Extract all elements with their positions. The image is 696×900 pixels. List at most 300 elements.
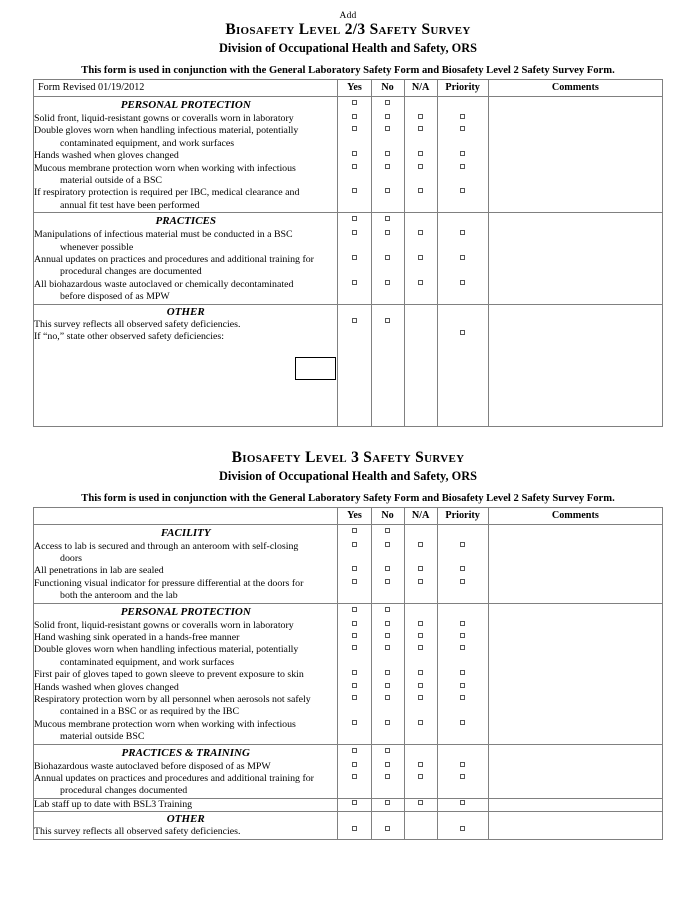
other-row: [34, 812, 663, 839]
checkbox[interactable]: [385, 762, 390, 767]
checkbox[interactable]: [385, 164, 390, 169]
checkbox-cell[interactable]: [338, 694, 371, 719]
checkbox-cell[interactable]: [371, 812, 404, 839]
checkbox-cell[interactable]: [371, 798, 404, 811]
table-row: [34, 719, 663, 744]
checkbox[interactable]: [385, 748, 390, 753]
checkbox-cell[interactable]: [338, 187, 371, 212]
checkbox[interactable]: [460, 774, 465, 779]
checkbox-cell[interactable]: [338, 279, 371, 304]
section-header-row: [34, 97, 663, 114]
checkbox[interactable]: [352, 774, 357, 779]
checkbox-cell[interactable]: [338, 565, 371, 577]
checkbox[interactable]: [418, 695, 423, 700]
comments-cell[interactable]: [488, 524, 662, 541]
checkbox-cell[interactable]: [437, 798, 488, 811]
checkbox[interactable]: [418, 280, 423, 285]
checkbox[interactable]: [418, 762, 423, 767]
item-line: material outside of a BSC: [60, 175, 163, 187]
checkbox-cell[interactable]: [437, 644, 488, 669]
checkbox-cell[interactable]: [404, 254, 437, 279]
checkbox-cell[interactable]: [338, 524, 371, 541]
checkbox[interactable]: [460, 230, 465, 235]
item-line: Biohazardous waste autoclaved before disposed of as MPW: [34, 760, 271, 772]
checkbox[interactable]: [352, 683, 357, 688]
checkbox-cell[interactable]: [371, 620, 404, 632]
checkbox[interactable]: [460, 670, 465, 675]
form2-title: Biosafety Level 3 Safety Survey: [231, 448, 465, 466]
checkbox-cell[interactable]: [404, 125, 437, 150]
checkbox-cell[interactable]: [404, 279, 437, 304]
checkbox[interactable]: [352, 126, 357, 131]
checkbox[interactable]: [460, 114, 465, 119]
table-row: [34, 632, 663, 644]
checkbox[interactable]: [385, 126, 390, 131]
checkbox-cell[interactable]: [404, 97, 437, 114]
checkbox[interactable]: [352, 621, 357, 626]
comments-cell[interactable]: [488, 541, 662, 566]
checkbox-cell[interactable]: [338, 150, 371, 162]
checkbox[interactable]: [385, 151, 390, 156]
checkbox[interactable]: [385, 645, 390, 650]
table-row: [34, 620, 663, 632]
checkbox[interactable]: [460, 255, 465, 260]
section-title: PERSONAL PROTECTION: [34, 97, 338, 114]
checkbox[interactable]: [352, 100, 357, 105]
section-title: OTHER: [166, 813, 205, 826]
checkbox[interactable]: [418, 774, 423, 779]
checkbox[interactable]: [460, 330, 465, 335]
checkbox[interactable]: [460, 826, 465, 831]
checkbox-cell[interactable]: [404, 578, 437, 603]
checkbox-cell[interactable]: [437, 773, 488, 798]
checkbox[interactable]: [460, 720, 465, 725]
checkbox-cell[interactable]: [371, 773, 404, 798]
checkbox[interactable]: [385, 621, 390, 626]
checkbox-cell[interactable]: [404, 229, 437, 254]
checkbox[interactable]: [385, 720, 390, 725]
checkbox-cell[interactable]: [371, 113, 404, 125]
checkbox[interactable]: [418, 255, 423, 260]
checkbox[interactable]: [460, 762, 465, 767]
checkbox-cell[interactable]: [437, 125, 488, 150]
comments-cell[interactable]: [488, 719, 662, 744]
item-text: [34, 541, 338, 566]
checkbox[interactable]: [460, 126, 465, 131]
checkbox-cell[interactable]: [404, 524, 437, 541]
comments-cell[interactable]: [488, 812, 662, 839]
checkbox-cell[interactable]: [371, 669, 404, 681]
checkbox-cell[interactable]: [338, 113, 371, 125]
checkbox[interactable]: [385, 230, 390, 235]
checkbox-cell[interactable]: [371, 603, 404, 620]
item-text: [34, 620, 338, 632]
checkbox-cell[interactable]: [437, 279, 488, 304]
comments-cell[interactable]: [488, 150, 662, 162]
checkbox-cell[interactable]: [371, 565, 404, 577]
checkbox[interactable]: [385, 695, 390, 700]
checkbox-cell[interactable]: [338, 229, 371, 254]
checkbox-cell[interactable]: [404, 812, 437, 839]
checkbox[interactable]: [352, 633, 357, 638]
checkbox-cell[interactable]: [338, 97, 371, 114]
checkbox[interactable]: [418, 126, 423, 131]
checkbox[interactable]: [352, 762, 357, 767]
form2-survey-table: [33, 507, 663, 840]
checkbox[interactable]: [418, 151, 423, 156]
checkbox[interactable]: [418, 720, 423, 725]
item-line: Mucous membrane protection worn when working with infectious: [34, 718, 296, 730]
checkbox[interactable]: [352, 164, 357, 169]
form2-use-note: This form is used in conjunction with the General Laboratory Safety Form and Biosafety Level 2 Safety Survey Form.: [81, 492, 615, 504]
checkbox-cell[interactable]: [404, 632, 437, 644]
checkbox-cell[interactable]: [404, 761, 437, 773]
comments-cell[interactable]: [488, 163, 662, 188]
checkbox[interactable]: [385, 216, 390, 221]
header-spacer: [34, 507, 338, 524]
item-line: Lab staff up to date with BSL3 Training: [34, 798, 193, 810]
checkbox-cell[interactable]: [404, 113, 437, 125]
checkbox[interactable]: [385, 670, 390, 675]
checkbox-cell[interactable]: [404, 150, 437, 162]
comments-cell[interactable]: [488, 279, 662, 304]
checkbox[interactable]: [418, 621, 423, 626]
checkbox[interactable]: [418, 800, 423, 805]
checkbox-cell[interactable]: [437, 524, 488, 541]
comments-cell[interactable]: [488, 304, 662, 426]
checkbox-cell[interactable]: [371, 524, 404, 541]
table-row: [34, 578, 663, 603]
comments-cell[interactable]: [488, 113, 662, 125]
item-line: First pair of gloves taped to gown sleeve to prevent exposure to skin: [34, 669, 304, 681]
checkbox[interactable]: [460, 566, 465, 571]
checkbox[interactable]: [385, 318, 390, 323]
checkbox-cell[interactable]: [371, 761, 404, 773]
checkbox[interactable]: [352, 748, 357, 753]
checkbox[interactable]: [460, 645, 465, 650]
checkbox-cell[interactable]: [404, 744, 437, 761]
checkbox-cell[interactable]: [404, 669, 437, 681]
checkbox[interactable]: [352, 318, 357, 323]
item-line: contaminated equipment, and work surfaces: [60, 137, 235, 149]
checkbox[interactable]: [385, 683, 390, 688]
checkbox-cell[interactable]: [437, 113, 488, 125]
item-text: [34, 150, 338, 162]
checkbox-cell[interactable]: [437, 97, 488, 114]
checkbox-cell[interactable]: [437, 541, 488, 566]
checkbox-cell[interactable]: [404, 565, 437, 577]
comments-cell[interactable]: [488, 187, 662, 212]
checkbox[interactable]: [418, 683, 423, 688]
comments-cell[interactable]: [488, 744, 662, 761]
checkbox[interactable]: [385, 542, 390, 547]
checkbox-cell[interactable]: [338, 163, 371, 188]
checkbox-cell[interactable]: [338, 761, 371, 773]
section-title: PRACTICES: [34, 213, 338, 230]
item-line: Solid front, liquid-resistant gowns or coveralls worn in laboratory: [34, 113, 294, 124]
checkbox-cell[interactable]: [338, 773, 371, 798]
checkbox[interactable]: [352, 826, 357, 831]
checkbox-cell[interactable]: [371, 644, 404, 669]
checkbox-cell[interactable]: [338, 578, 371, 603]
checkbox-cell[interactable]: [371, 213, 404, 230]
checkbox[interactable]: [352, 151, 357, 156]
checkbox-cell[interactable]: [338, 603, 371, 620]
section-title: PERSONAL PROTECTION: [34, 603, 338, 620]
comments-cell[interactable]: [488, 254, 662, 279]
table-header-row: [34, 80, 663, 97]
checkbox-cell[interactable]: [437, 213, 488, 230]
checkbox-cell[interactable]: [404, 719, 437, 744]
checkbox[interactable]: [385, 579, 390, 584]
comments-cell[interactable]: [488, 620, 662, 632]
table-row: [34, 798, 663, 811]
checkbox[interactable]: [418, 579, 423, 584]
checkbox[interactable]: [352, 528, 357, 533]
checkbox-cell[interactable]: [437, 719, 488, 744]
checkbox[interactable]: [418, 188, 423, 193]
checkbox[interactable]: [418, 542, 423, 547]
checkbox-cell[interactable]: [404, 603, 437, 620]
checkbox[interactable]: [460, 188, 465, 193]
checkbox[interactable]: [352, 280, 357, 285]
checkbox-cell[interactable]: [371, 304, 404, 426]
checkbox[interactable]: [418, 230, 423, 235]
checkbox-cell[interactable]: [437, 744, 488, 761]
section-header-row: [34, 213, 663, 230]
checkbox[interactable]: [385, 633, 390, 638]
checkbox[interactable]: [352, 216, 357, 221]
checkbox-cell[interactable]: [437, 812, 488, 839]
checkbox-cell[interactable]: [371, 229, 404, 254]
checkbox-cell[interactable]: [371, 632, 404, 644]
checkbox[interactable]: [352, 230, 357, 235]
checkbox-cell[interactable]: [404, 541, 437, 566]
checkbox-cell[interactable]: [338, 669, 371, 681]
checkbox[interactable]: [352, 607, 357, 612]
checkbox[interactable]: [460, 164, 465, 169]
checkbox[interactable]: [352, 255, 357, 260]
checkbox[interactable]: [460, 280, 465, 285]
item-line: All penetrations in lab are sealed: [34, 565, 164, 577]
checkbox[interactable]: [385, 607, 390, 612]
item-text: [34, 632, 338, 644]
checkbox[interactable]: [352, 188, 357, 193]
item-line: Manipulations of infectious material must be conducted in a BSC: [34, 229, 293, 241]
checkbox-cell[interactable]: [437, 682, 488, 694]
checkbox-cell[interactable]: [338, 541, 371, 566]
checkbox-cell[interactable]: [437, 187, 488, 212]
form2-subtitle: Division of Occupational Health and Safety, ORS: [219, 468, 477, 483]
section-header-row: [34, 524, 663, 541]
other-line-1: This survey reflects all observed safety deficiencies.: [34, 826, 241, 838]
checkbox[interactable]: [352, 670, 357, 675]
item-line: Functioning visual indicator for pressure differential at the doors for: [34, 577, 304, 589]
checkbox-cell[interactable]: [404, 773, 437, 798]
checkbox[interactable]: [460, 579, 465, 584]
checkbox-cell[interactable]: [371, 744, 404, 761]
table-row: [34, 541, 663, 566]
checkbox-cell[interactable]: [338, 304, 371, 426]
checkbox[interactable]: [385, 255, 390, 260]
checkbox-cell[interactable]: [371, 254, 404, 279]
checkbox-cell[interactable]: [437, 150, 488, 162]
checkbox[interactable]: [418, 670, 423, 675]
comments-cell[interactable]: [488, 565, 662, 577]
checkbox-cell[interactable]: [437, 603, 488, 620]
checkbox[interactable]: [385, 528, 390, 533]
checkbox[interactable]: [460, 800, 465, 805]
checkbox[interactable]: [418, 164, 423, 169]
checkbox-cell[interactable]: [404, 798, 437, 811]
checkbox-cell[interactable]: [371, 125, 404, 150]
checkbox-cell[interactable]: [404, 682, 437, 694]
comments-cell[interactable]: [488, 773, 662, 798]
table-row: [34, 773, 663, 798]
item-line: contained in a BSC or as required by the IBC: [60, 706, 240, 718]
comments-cell[interactable]: [488, 669, 662, 681]
checkbox[interactable]: [352, 566, 357, 571]
checkbox-cell[interactable]: [338, 125, 371, 150]
column-header-priority: Priority: [437, 80, 488, 97]
checkbox[interactable]: [385, 566, 390, 571]
checkbox[interactable]: [418, 114, 423, 119]
checkbox[interactable]: [418, 566, 423, 571]
column-header-priority: Priority: [437, 507, 488, 524]
checkbox-cell[interactable]: [371, 578, 404, 603]
checkbox-cell[interactable]: [338, 812, 371, 839]
checkbox-cell[interactable]: [371, 682, 404, 694]
checkbox-cell[interactable]: [338, 719, 371, 744]
checkbox-cell[interactable]: [437, 565, 488, 577]
checkbox[interactable]: [352, 720, 357, 725]
section-title: OTHER: [166, 305, 205, 318]
checkbox[interactable]: [418, 633, 423, 638]
checkbox[interactable]: [352, 800, 357, 805]
item-line: Annual updates on practices and procedures and additional training for: [34, 773, 314, 784]
checkbox[interactable]: [460, 621, 465, 626]
checkbox-cell[interactable]: [404, 644, 437, 669]
checkbox[interactable]: [385, 774, 390, 779]
checkbox-cell[interactable]: [404, 694, 437, 719]
checkbox[interactable]: [352, 542, 357, 547]
checkbox-cell[interactable]: [371, 541, 404, 566]
checkbox-cell[interactable]: [404, 304, 437, 426]
item-line: Solid front, liquid-resistant gowns or coveralls worn in laboratory: [34, 619, 294, 631]
checkbox[interactable]: [460, 683, 465, 688]
checkbox-cell[interactable]: [404, 187, 437, 212]
deficiencies-text-box[interactable]: [295, 357, 336, 380]
form1-title: Biosafety Level 2/3 Safety Survey: [225, 21, 471, 38]
item-line: All biohazardous waste autoclaved or chemically decontaminated: [34, 278, 294, 290]
column-header-comments: Comments: [488, 80, 662, 97]
checkbox-cell[interactable]: [338, 744, 371, 761]
checkbox-cell[interactable]: [371, 694, 404, 719]
checkbox-cell[interactable]: [371, 279, 404, 304]
checkbox-cell[interactable]: [338, 213, 371, 230]
checkbox-cell[interactable]: [437, 578, 488, 603]
checkbox-cell[interactable]: [404, 213, 437, 230]
checkbox[interactable]: [352, 114, 357, 119]
comments-cell[interactable]: [488, 694, 662, 719]
checkbox-cell[interactable]: [338, 620, 371, 632]
checkbox[interactable]: [385, 188, 390, 193]
comments-cell[interactable]: [488, 798, 662, 811]
checkbox-cell[interactable]: [437, 620, 488, 632]
table-row: [34, 279, 663, 304]
other-row: [34, 304, 663, 426]
item-line: both the anteroom and the lab: [60, 590, 178, 602]
checkbox[interactable]: [418, 645, 423, 650]
checkbox-cell[interactable]: [371, 719, 404, 744]
checkbox[interactable]: [385, 280, 390, 285]
comments-cell[interactable]: [488, 632, 662, 644]
checkbox[interactable]: [460, 633, 465, 638]
comments-cell[interactable]: [488, 603, 662, 620]
checkbox-cell[interactable]: [371, 150, 404, 162]
checkbox[interactable]: [385, 800, 390, 805]
comments-cell[interactable]: [488, 213, 662, 230]
checkbox[interactable]: [385, 114, 390, 119]
checkbox[interactable]: [460, 151, 465, 156]
checkbox[interactable]: [460, 542, 465, 547]
checkbox[interactable]: [352, 579, 357, 584]
item-line: Respiratory protection worn by all personnel when aerosols not safely: [34, 693, 311, 705]
column-header-na: N/A: [404, 80, 437, 97]
column-header-yes: Yes: [338, 80, 371, 97]
checkbox-cell[interactable]: [338, 682, 371, 694]
checkbox-cell[interactable]: [437, 669, 488, 681]
checkbox-cell[interactable]: [338, 798, 371, 811]
checkbox-cell[interactable]: [437, 694, 488, 719]
item-text: [34, 578, 338, 603]
checkbox-cell[interactable]: [404, 163, 437, 188]
comments-cell[interactable]: [488, 97, 662, 114]
checkbox-cell[interactable]: [404, 620, 437, 632]
checkbox-cell[interactable]: [371, 97, 404, 114]
checkbox-cell[interactable]: [437, 163, 488, 188]
checkbox[interactable]: [385, 100, 390, 105]
item-line: material outside BSC: [60, 731, 145, 743]
checkbox-cell[interactable]: [437, 761, 488, 773]
section-header-row: [34, 603, 663, 620]
checkbox-cell[interactable]: [437, 254, 488, 279]
checkbox-cell[interactable]: [437, 229, 488, 254]
checkbox[interactable]: [352, 695, 357, 700]
comments-cell[interactable]: [488, 682, 662, 694]
checkbox-cell[interactable]: [338, 254, 371, 279]
checkbox-cell[interactable]: [437, 304, 488, 426]
checkbox[interactable]: [460, 695, 465, 700]
checkbox[interactable]: [385, 826, 390, 831]
table-row: [34, 761, 663, 773]
checkbox-cell[interactable]: [338, 644, 371, 669]
item-text: [34, 163, 338, 188]
comments-cell[interactable]: [488, 229, 662, 254]
checkbox-cell[interactable]: [371, 187, 404, 212]
checkbox-cell[interactable]: [371, 163, 404, 188]
comments-cell[interactable]: [488, 125, 662, 150]
comments-cell[interactable]: [488, 578, 662, 603]
comments-cell[interactable]: [488, 761, 662, 773]
checkbox-cell[interactable]: [338, 632, 371, 644]
column-header-comments: Comments: [488, 507, 662, 524]
column-header-na: N/A: [404, 507, 437, 524]
checkbox[interactable]: [352, 645, 357, 650]
checkbox-cell[interactable]: [437, 632, 488, 644]
comments-cell[interactable]: [488, 644, 662, 669]
form1-use-note: This form is used in conjunction with the General Laboratory Safety Form and Biosafety Level 2 Safety Survey Form.: [81, 65, 615, 76]
